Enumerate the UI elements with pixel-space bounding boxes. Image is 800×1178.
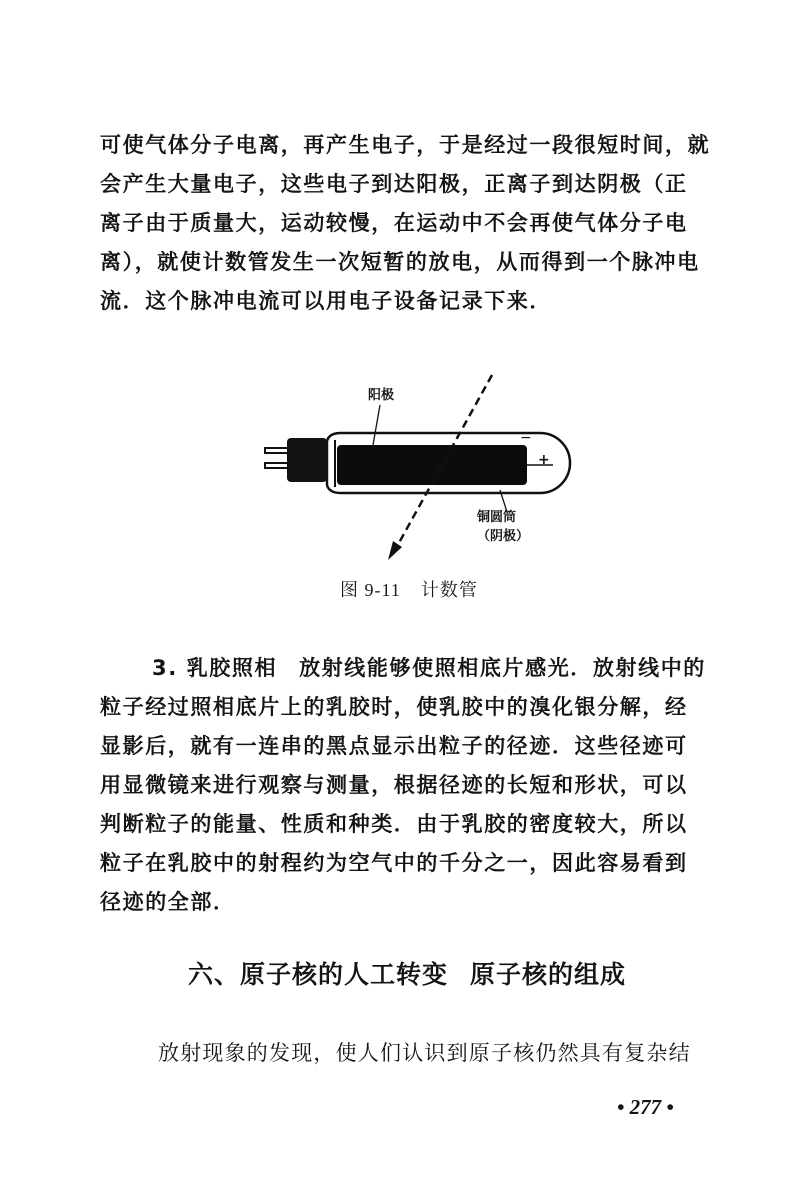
text-line: 用显微镜来进行观察与测量，根据径迹的长短和形状，可以 (100, 772, 688, 797)
heading-part2: 原子核的组成 (470, 960, 627, 989)
paragraph-geiger-counter (100, 125, 720, 320)
text-run: 放射线能够使照相底片感光．放射线中的 (299, 655, 706, 680)
plus-sign: + (538, 452, 550, 468)
text-line: 离子由于质量大，运动较慢，在运动中不会再使气体分子电 (100, 210, 688, 235)
label-cathode-line1: 铜圆筒 (477, 510, 517, 525)
geiger-tube-diagram (255, 365, 585, 560)
label-cathode-line2: （阴极） (477, 529, 530, 544)
section-title: 3. 乳胶照相 (152, 656, 278, 680)
label-cathode (477, 508, 529, 546)
text-line: 离），就使计数管发生一次短暂的放电，从而得到一个脉冲电 (100, 249, 700, 274)
text-line: 粒子在乳胶中的射程约为空气中的千分之一，因此容易看到 (100, 850, 688, 875)
minus-sign: − (520, 430, 532, 446)
page-number: • 277 • (617, 1095, 674, 1119)
paragraph-radioactivity-intro: 放射现象的发现，使人们认识到原子核仍然具有复杂结 (158, 1041, 691, 1065)
text-line: 会产生大量电子，这些电子到达阳极，正离子到达阴极（正 (100, 171, 688, 196)
heading-part1: 六、原子核的人工转变 (188, 960, 449, 989)
figure-number: 图 9-11 (340, 580, 401, 600)
text-line: 可使气体分子电离，再产生电子，于是经过一段很短时间，就 (100, 132, 711, 157)
text-line: 径迹的全部． (100, 889, 236, 914)
geiger-counter-figure (255, 365, 585, 560)
section-heading (188, 955, 626, 991)
text-line: 显影后，就有一连串的黑点显示出粒子的径迹．这些径迹可 (100, 733, 688, 758)
text-line: 流．这个脉冲电流可以用电子设备记录下来． (100, 288, 552, 313)
label-anode: 阳极 (368, 388, 395, 403)
text-line (100, 648, 720, 687)
text-line: 判断粒子的能量、性质和种类．由于乳胶的密度较大，所以 (100, 811, 688, 836)
figure-title: 计数管 (420, 580, 478, 600)
text-line: 粒子经过照相底片上的乳胶时，使乳胶中的溴化银分解，经 (100, 694, 688, 719)
figure-caption (340, 576, 478, 602)
paragraph-emulsion-photography (100, 648, 720, 921)
